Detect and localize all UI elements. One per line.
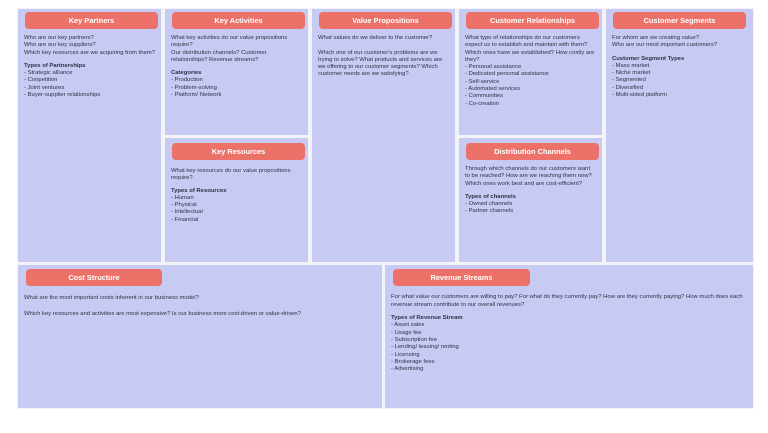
list-item: - Brokerage fees bbox=[391, 359, 747, 366]
revenue-streams-header: Revenue Streams bbox=[393, 269, 530, 286]
revenue-streams-block bbox=[385, 265, 753, 408]
customer-segments-types-heading: Customer Segment Types bbox=[612, 55, 685, 62]
customer-segments-types-list bbox=[612, 63, 747, 99]
key-partners-types-list bbox=[24, 70, 155, 99]
key-activities-questions: What key activities do our value propositions require? Our distribution channels? Customer relationships? Revenue streams? bbox=[171, 35, 288, 63]
cost-structure-block bbox=[18, 265, 382, 408]
list-item: - Niche market bbox=[612, 70, 747, 77]
distribution-channels-questions: Through which channels do our customers want to be reached? How are we reaching them now? Which ones work best and are cost-efficient? bbox=[465, 166, 592, 187]
key-partners-block bbox=[18, 9, 161, 262]
list-item: - Usage fee bbox=[391, 330, 747, 337]
customer-relationships-block bbox=[459, 9, 602, 135]
value-propositions-header: Value Propositions bbox=[319, 12, 452, 29]
list-item: - Mass market bbox=[612, 63, 747, 70]
cost-structure-questions: What are the most important costs inherent in our business model? Which key resources and activities are most expensive? Is our business more cost-driven or value-driven? bbox=[24, 295, 301, 317]
list-item: - Intellectual bbox=[171, 209, 302, 216]
list-item: - Buyer-supplier relationships bbox=[24, 92, 155, 99]
customer-segments-questions: For whom are we creating value? Who are our most important customers? bbox=[612, 35, 718, 49]
list-item: - Asset sales bbox=[391, 322, 747, 329]
list-item: - Partner channels bbox=[465, 208, 596, 215]
list-item: - Coopetition bbox=[24, 77, 155, 84]
key-partners-questions: Who are our key partners? Who are our key suppliers? Which key resources are we acquiring from them? bbox=[24, 35, 155, 56]
list-item: - Diversified bbox=[612, 85, 747, 92]
list-item: - Problem-solving bbox=[171, 85, 302, 92]
revenue-streams-questions: For what value our customers are willing to pay? For what do they currently pay? How are they currently paying? How much does each revenue stream contribute to our overall revenues? bbox=[391, 294, 743, 308]
list-item: - Communities bbox=[465, 93, 596, 100]
list-item: - Production bbox=[171, 77, 302, 84]
key-activities-categories-heading: Categories bbox=[171, 70, 202, 77]
value-propositions-questions: What values do we deliver to the customer? Which one of our customer's problems are we trying to solve? What products and services are we offering to our customer segments? Which customer needs are we satisfying? bbox=[318, 35, 443, 78]
key-partners-header: Key Partners bbox=[25, 12, 158, 29]
customer-relationships-questions: What type of relationships do our customers expect us to establish and maintain with them? Which ones have we established? How costly are they? bbox=[465, 35, 595, 63]
list-item: - Co-creation bbox=[465, 101, 596, 108]
business-model-canvas bbox=[17, 8, 754, 409]
value-propositions-block bbox=[312, 9, 455, 262]
customer-relationships-header: Customer Relationships bbox=[466, 12, 599, 29]
customer-segments-block bbox=[606, 9, 753, 262]
list-item: - Automated services bbox=[465, 86, 596, 93]
revenue-streams-types-list bbox=[391, 322, 747, 373]
list-item: - Lending/ leasing/ renting bbox=[391, 344, 747, 351]
distribution-channels-block bbox=[459, 138, 602, 262]
list-item: - Segmented bbox=[612, 77, 747, 84]
list-item: - Subscription fee bbox=[391, 337, 747, 344]
key-resources-block bbox=[165, 138, 308, 262]
list-item: - Owned channels bbox=[465, 201, 596, 208]
customer-relationships-list bbox=[465, 64, 596, 108]
key-activities-block bbox=[165, 9, 308, 135]
key-activities-categories-list bbox=[171, 77, 302, 99]
distribution-channels-types-heading: Types of channels bbox=[465, 193, 516, 200]
customer-segments-header: Customer Segments bbox=[613, 12, 746, 29]
key-activities-header: Key Activities bbox=[172, 12, 305, 29]
revenue-streams-types-heading: Types of Revenue Stream bbox=[391, 315, 463, 322]
distribution-channels-types-list bbox=[465, 201, 596, 216]
list-item: - Physical bbox=[171, 202, 302, 209]
list-item: - Licensing bbox=[391, 352, 747, 359]
list-item: - Personal assistance bbox=[465, 64, 596, 71]
list-item: - Self-service bbox=[465, 79, 596, 86]
list-item: - Joint ventures bbox=[24, 85, 155, 92]
key-resources-types-heading: Types of Resources bbox=[171, 187, 227, 194]
list-item: - Advertising bbox=[391, 366, 747, 373]
list-item: - Dedicated personal assistance bbox=[465, 71, 596, 78]
cost-structure-header: Cost Structure bbox=[26, 269, 162, 286]
key-partners-types-heading: Types of Partnerships bbox=[24, 62, 86, 69]
list-item: - Multi-sided platform bbox=[612, 92, 747, 99]
list-item: - Platform/ Network bbox=[171, 92, 302, 99]
key-resources-header: Key Resources bbox=[172, 143, 305, 160]
list-item: - Strategic alliance bbox=[24, 70, 155, 77]
list-item: - Financial bbox=[171, 217, 302, 224]
key-resources-questions: What key resources do our value propositions require? bbox=[171, 168, 291, 182]
key-resources-types-list bbox=[171, 195, 302, 224]
list-item: - Human bbox=[171, 195, 302, 202]
distribution-channels-header: Distribution Channels bbox=[466, 143, 599, 160]
